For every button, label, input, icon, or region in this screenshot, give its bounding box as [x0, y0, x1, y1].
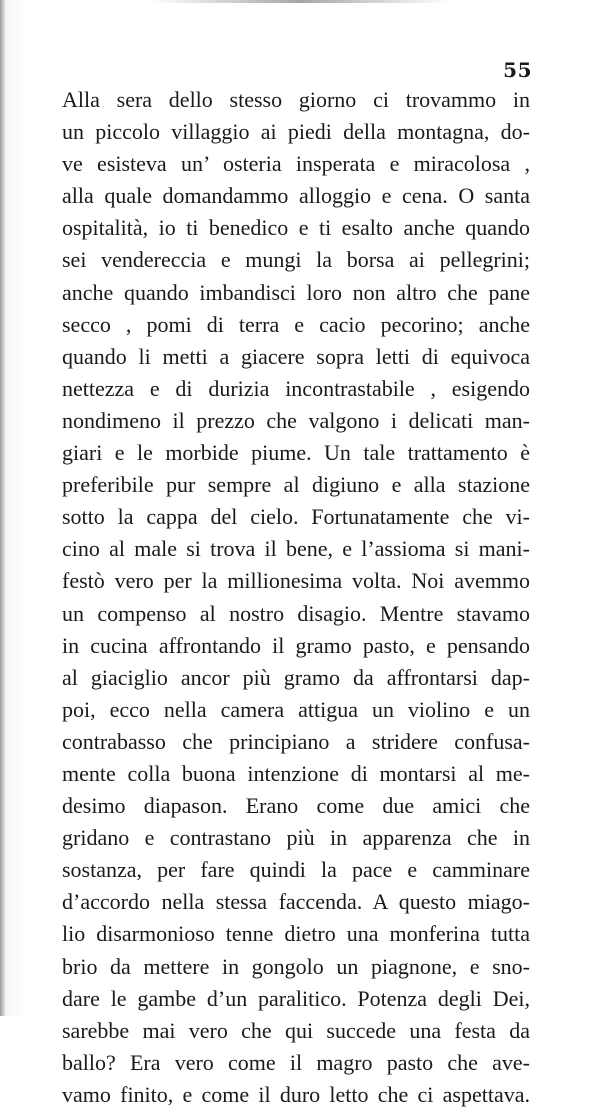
page-number: 55 — [503, 58, 532, 82]
text-line: desimo diapason. Erano come due amici che — [62, 793, 530, 819]
text-line: in cucina affrontando il gramo pasto, e pensando — [62, 632, 530, 658]
text-line: gridano e contrastano più in apparenza che in — [62, 825, 530, 851]
text-line: anche quando imbandisci loro non altro che pane — [62, 279, 530, 305]
text-line: poi, ecco nella camera attigua un violino e un — [62, 696, 530, 722]
text-line: sotto la cappa del cielo. Fortunatamente che vi- — [62, 504, 530, 530]
text-line: nondimeno il prezzo che valgono i delicati man- — [62, 407, 530, 433]
text-line: contrabasso che principiano a stridere confusa- — [62, 728, 530, 754]
text-line: Alla sera dello stesso giorno ci trovammo in — [62, 87, 530, 112]
text-line: quando li metti a giacere sopra letti di equivoca — [62, 343, 530, 369]
text-line: un piccolo villaggio ai piedi della montagna, do- — [62, 119, 530, 145]
text-line: d’accordo nella stessa faccenda. A questo miago- — [62, 889, 530, 915]
text-line: al giaciglio ancor più gramo da affrontarsi dap- — [62, 664, 530, 690]
text-line: brio da mettere in gongolo un piagnone, e sno- — [62, 953, 530, 979]
text-line: ballo? Era vero come il magro pasto che ave- — [62, 1049, 530, 1075]
text-line: mente colla buona intenzione di montarsi al me- — [62, 760, 530, 786]
page-binding-shadow — [0, 0, 6, 1016]
text-line: sarebbe mai vero che qui succede una festa da — [62, 1017, 530, 1043]
text-line: cino al male si trova il bene, e l’assioma si mani- — [62, 536, 530, 562]
text-line: un compenso al nostro disagio. Mentre stavamo — [62, 600, 530, 626]
text-line: secco , pomi di terra e cacio pecorino; anche — [62, 311, 530, 337]
text-line: sostanza, per fare quindi la pace e camminare — [62, 857, 530, 883]
text-line: festò vero per la millionesima volta. Noi avemmo — [62, 568, 530, 594]
body-text — [62, 84, 530, 1111]
text-line: alla quale domandammo alloggio e cena. O santa — [62, 183, 530, 209]
text-line: ve esisteva un’ osteria insperata e miracolosa , — [62, 151, 530, 177]
text-line: lio disarmonioso tenne dietro una monferina tutta — [62, 921, 530, 947]
text-line: ospitalità, io ti benedico e ti esalto anche quando — [62, 215, 530, 241]
text-line: nettezza e di durizia incontrastabile , esigendo — [62, 375, 530, 401]
text-line: giari e le morbide piume. Un tale trattamento è — [62, 440, 530, 466]
text-line: preferibile pur sempre al digiuno e alla stazione — [62, 472, 530, 498]
text-line: sei vendereccia e mungi la borsa ai pellegrini; — [62, 247, 530, 273]
text-line: vamo finito, e come il duro letto che ci aspettava. — [62, 1081, 530, 1107]
page-top-shadow — [150, 0, 450, 3]
text-line: dare le gambe d’un paralitico. Potenza degli Dei, — [62, 985, 530, 1011]
